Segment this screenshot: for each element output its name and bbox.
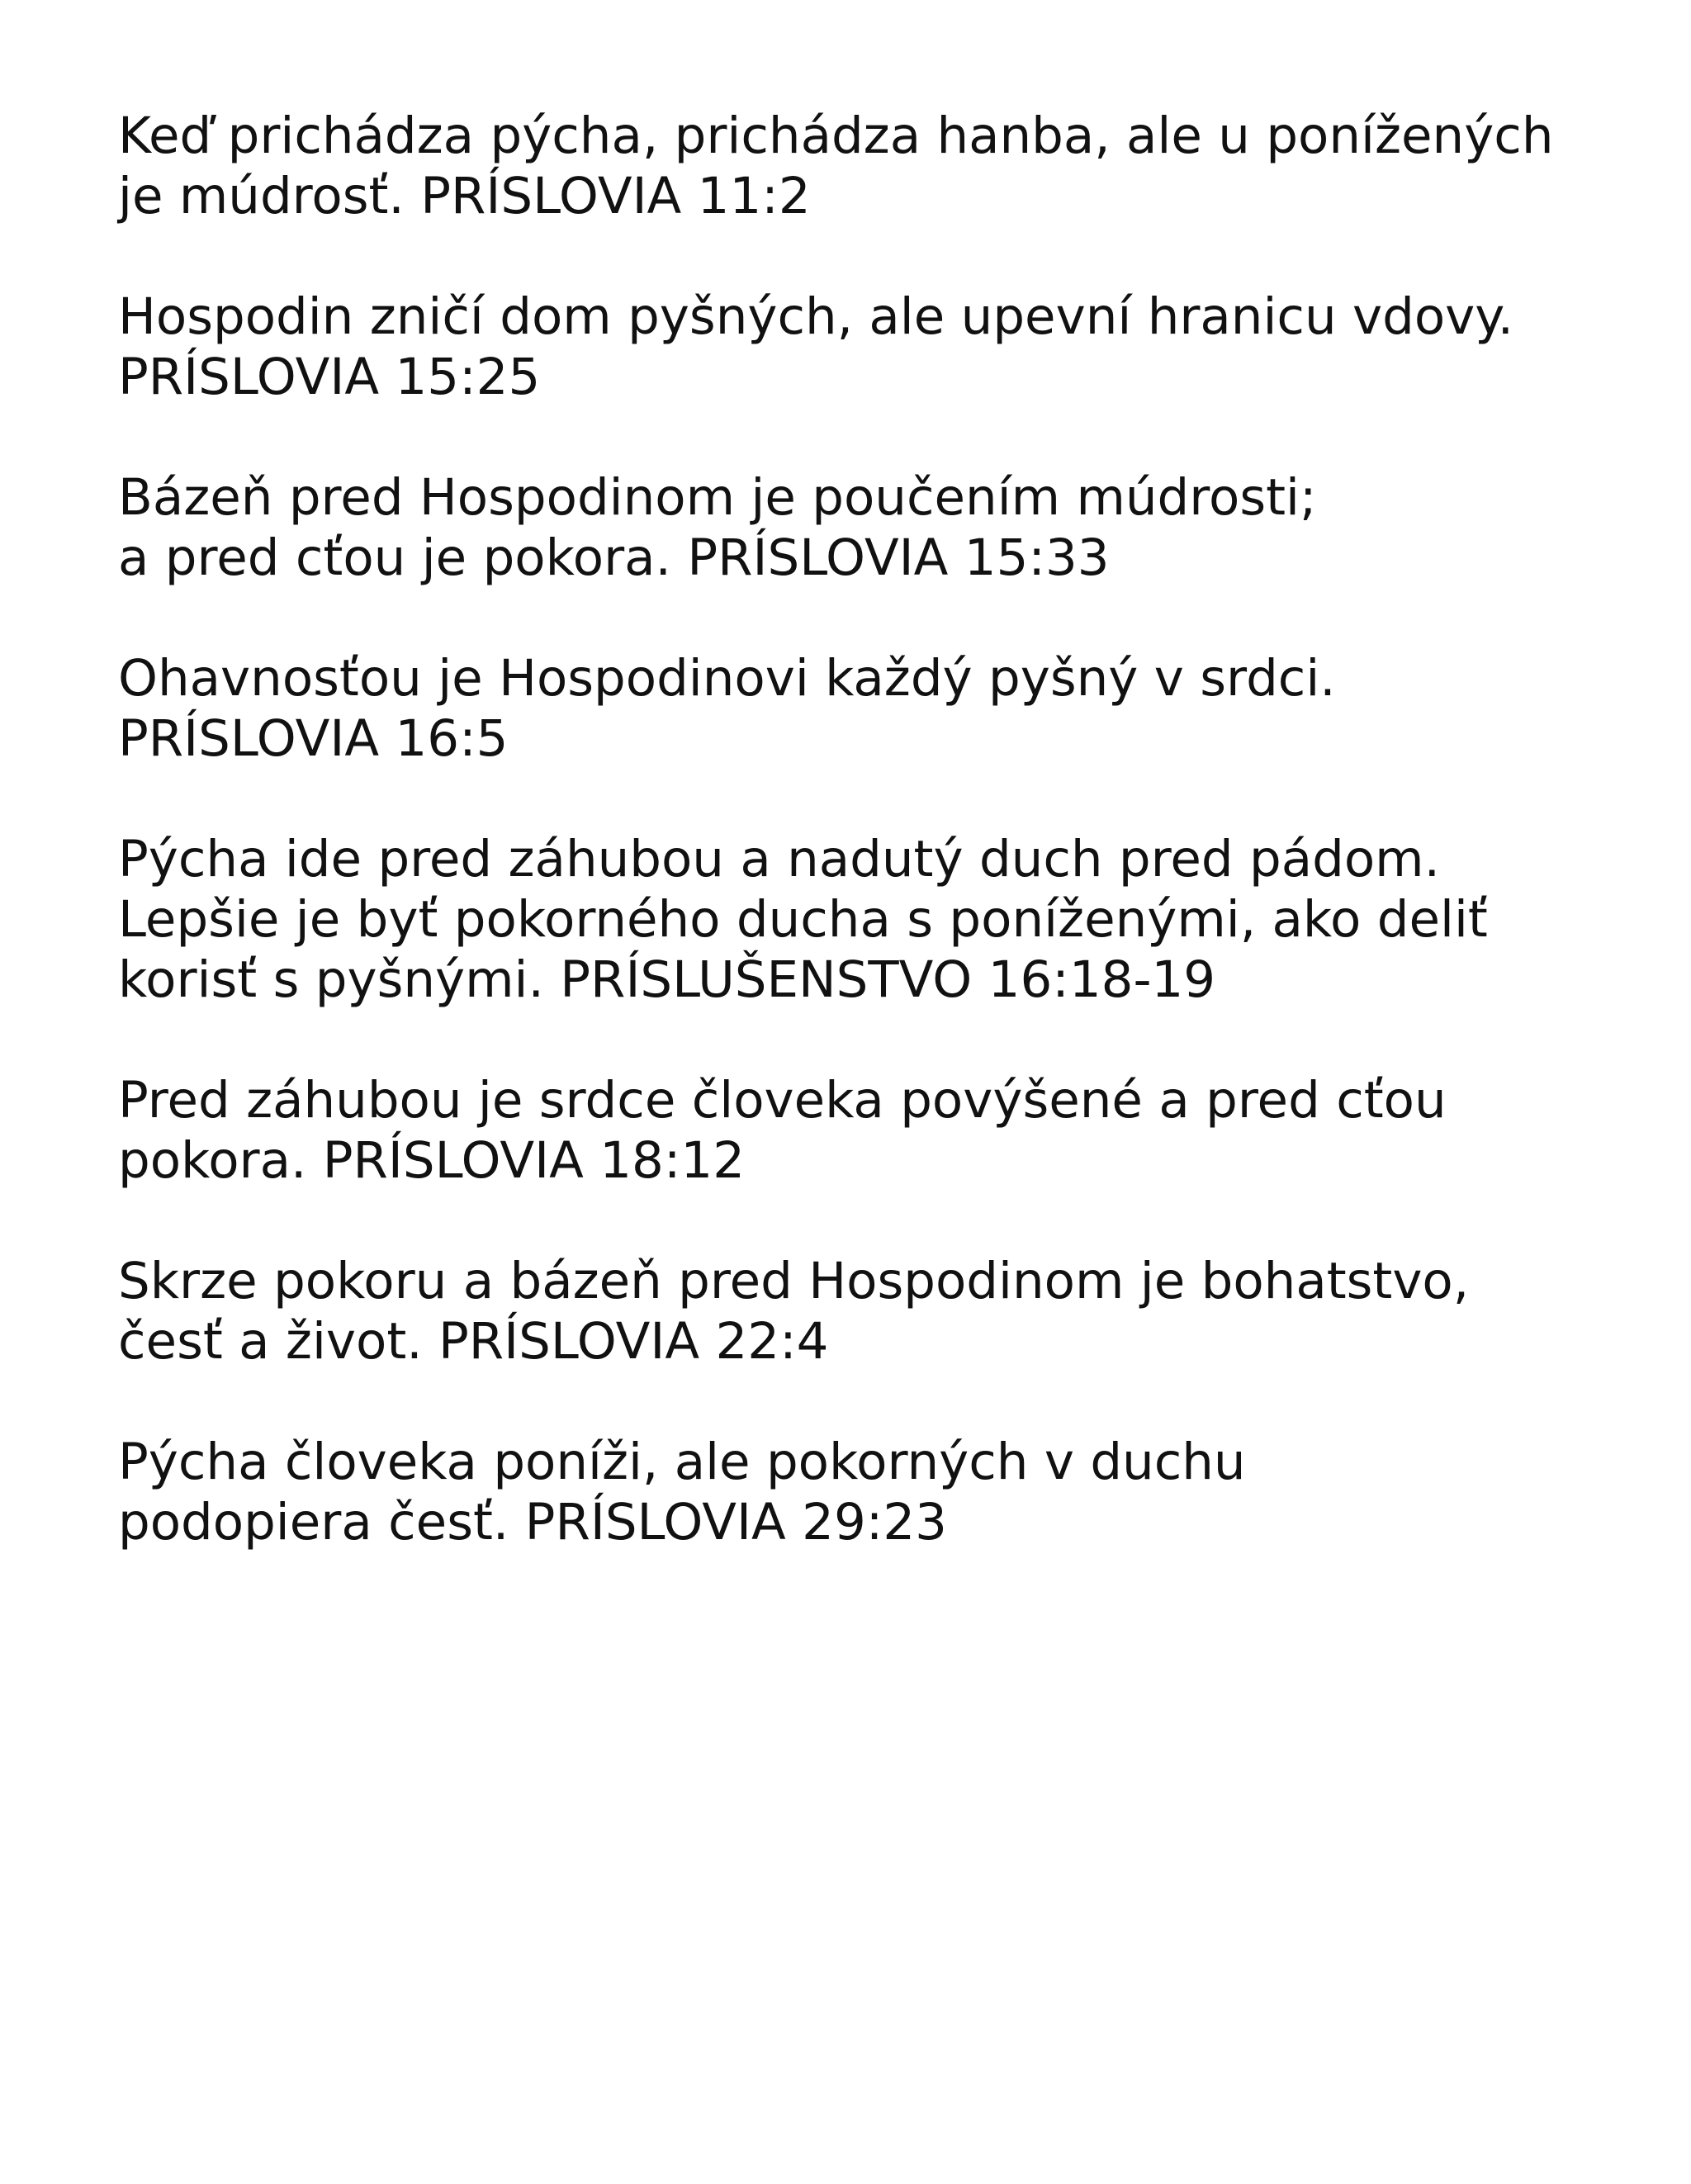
verse-block <box>118 648 1604 769</box>
verse-block <box>118 1432 1604 1552</box>
verse-line: Skrze pokoru a bázeň pred Hospodinom je bohatstvo, <box>118 1252 1470 1310</box>
verse-block <box>118 1070 1604 1191</box>
verse-line: podopiera česť. PRÍSLOVIA 29:23 <box>118 1493 947 1552</box>
verse-line: Pýcha ide pred záhubou a nadutý duch pred pádom. <box>118 830 1440 888</box>
verse-line: česť a život. PRÍSLOVIA 22:4 <box>118 1312 829 1371</box>
verse-block <box>118 287 1604 407</box>
verse-line: Hospodin zničí dom pyšných, ale upevní hranicu vdovy. <box>118 287 1514 346</box>
verse-line: Ohavnosťou je Hospodinovi každý pyšný v srdci. <box>118 649 1336 708</box>
verse-line: PRÍSLOVIA 16:5 <box>118 709 509 768</box>
verse-line: pokora. PRÍSLOVIA 18:12 <box>118 1131 746 1190</box>
verse-line: PRÍSLOVIA 15:25 <box>118 348 541 406</box>
verse-block <box>118 829 1604 1010</box>
verse-line: Lepšie je byť pokorného ducha s poníženými, ako deliť <box>118 890 1488 949</box>
verse-block <box>118 106 1604 226</box>
verse-block <box>118 467 1604 588</box>
verse-line: je múdrosť. PRÍSLOVIA 11:2 <box>118 167 811 225</box>
verse-line: Bázeň pred Hospodinom je poučením múdrosti; <box>118 468 1317 527</box>
verse-line: korisť s pyšnými. PRÍSLUŠENSTVO 16:18-19 <box>118 950 1216 1009</box>
verse-list <box>118 106 1604 1613</box>
verse-line: a pred cťou je pokora. PRÍSLOVIA 15:33 <box>118 528 1110 587</box>
verse-line: Pred záhubou je srdce človeka povýšené a pred cťou <box>118 1071 1447 1130</box>
verse-line: Keď prichádza pýcha, prichádza hanba, ale u ponížených <box>118 107 1554 165</box>
verse-line: Pýcha človeka poníži, ale pokorných v duchu <box>118 1433 1246 1491</box>
verse-block <box>118 1251 1604 1372</box>
